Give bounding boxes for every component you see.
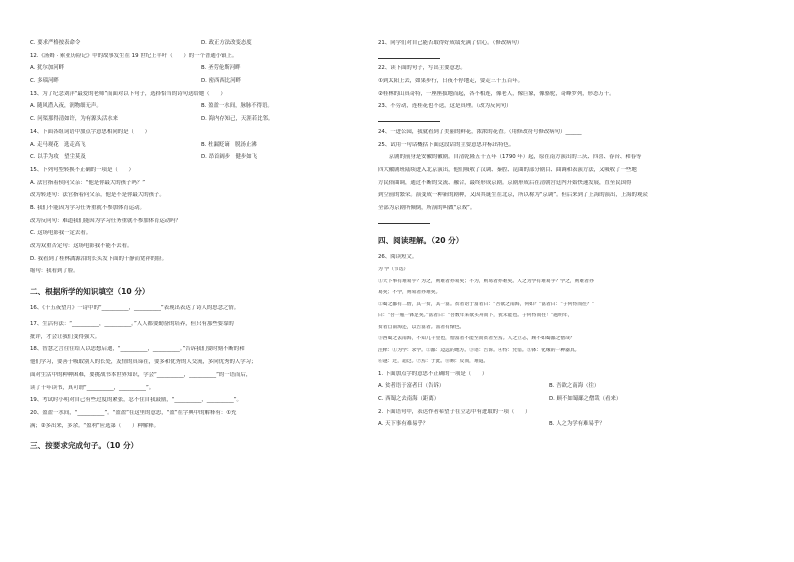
passage-line-4: 到空前的繁荣。演变成一种新的剧种，又因其诞生在北京，所以称为“京调”。但后来到了上海的演出，上海的观众 <box>378 192 648 199</box>
classical-para-3: ③西蜀之去南海，不知几千里也，僧富者不能至而贫者至焉。人之立志，顾不如蜀鄙之僧哉？ <box>378 336 575 341</box>
option-a: A. 天下事有难易乎？ <box>378 421 429 428</box>
option-c: C. 西蜀之去南海（距离） <box>378 395 440 402</box>
option-a: A. 走马观花 选走高飞 <box>30 141 86 148</box>
passage-line-1: 京剧的前身是安徽的徽剧。自清乾隆五十五年（1790 年）起，原在南方演出的三庆、四喜、春台、和春等 <box>378 154 642 161</box>
option-d: D. 海内存知己，天涯若比邻。 <box>201 116 274 123</box>
question-14: 14、下面各组词语中加点字意思相同的是（ ） <box>30 128 151 135</box>
question-17: 17、生活有法：“__________，__________。”人人都要勤奋的培养，但只有那些要靠的 <box>30 321 234 328</box>
q15-option-d-conversion: 缩句：我看到了脸。 <box>30 268 79 275</box>
option-a: A. 随风潜入夜，润物细无声。 <box>30 103 102 110</box>
option-d: D. 密西西比河畔 <box>201 78 241 85</box>
question-19: 19、考试时小明对自己有些过度的紧张，忍不住自我鼓励，“__________，__________”。 <box>30 397 242 404</box>
reading-q1-options-cd <box>378 396 764 409</box>
section-2-heading: 二、根据所学的知识填空（10 分） <box>30 287 150 297</box>
q15-option-d: D. 我看到了桂林漓源泪的长头发下面的干静而宽祥的脸。 <box>30 255 167 262</box>
classical-para-1: ①天下事有难易乎？为之，则难者亦易矣；不为，则易者亦难矣。人之为学有难易乎？学之，则难者亦 <box>378 278 594 284</box>
option-b: B. 圣劳伦斯河畔 <box>201 65 241 72</box>
section-4-heading: 四、阅读理解。（20 分） <box>378 236 464 246</box>
option-a: A. 犹尔加河畔 <box>30 65 64 72</box>
question-22-b: ②桂林的山真奇特，一座座拔地而起，各不相连，像老人，像巨象，像骆驼，奇峰罗列，形态万千。 <box>378 90 615 97</box>
classical-para-2-cont: 曰：“吾一瓶一钵足矣。”富者曰：“吾数年来欲买舟而下，犹未能也。子何恃而往！”越明年， <box>378 313 573 318</box>
option-b: B. 盈盈一水间，脉脉不得语。 <box>201 103 273 110</box>
q15-option-c-conversion: 改为双重否定句：这场电影我不能不去看。 <box>30 243 133 249</box>
question-22-a: ①到太阳上去，如果步行，日夜不停地走，要走三千五百年。 <box>378 78 523 85</box>
reading-q2-options-ab <box>378 421 764 434</box>
question-13: 13、为了纪念刘洋“最爱的老师”而面对以下句子，选择恰当的诗句送给她（ ） <box>30 90 226 97</box>
question-24: 24、一进公园，我就看到了美丽的鲜花，浓浓的花香。（用修改符号修改病句）______ <box>378 128 582 135</box>
question-18: 18、智慧之言往往给人以思想启迪，“__________，__________。”告诉我们要时刻不断的和 <box>30 346 245 353</box>
right-column <box>378 40 764 434</box>
question-18-cont: 他们学习，要善于吸取别人的长处，友情的真谛在，要多和优秀的人交流，多向优秀的人学习； <box>30 359 257 366</box>
question-20: 20、盈盈一水间，“__________”。“盈盈”在这里的意思，“盈”在字典中的解释有：①充 <box>30 409 237 416</box>
option-c: C. 多瑙河畔 <box>30 78 59 85</box>
option-c: C. 以手为攻 望尘莫及 <box>30 154 86 161</box>
q12-options-ab <box>30 65 380 78</box>
question-18-cont2: 面对生活中的种种困难，要挑战书本世界知识，学会“__________，__________”的一语而后， <box>30 371 252 378</box>
q15-option-b-conversion: 改为反问句：难道我们能因为学习任务重就不参加体育运动吗？ <box>30 217 181 224</box>
answer-line-23 <box>378 116 764 129</box>
question-20-cont: 满；②多出来，多余。“盈利”应选第（ ）种解释。 <box>30 422 160 429</box>
q15-option-c: C. 这场电影我一定去看。 <box>30 230 92 237</box>
question-21: 21、同学们对自己能否取得好成绩充满了信心。（修改病句） <box>378 40 523 46</box>
question-12: 12.《汤姆 · 索亚历险记》中的故事发生在 19 世纪上半叶（ ）的一个普通小镇上。 <box>30 52 238 59</box>
q15-option-b: B. 我们不能因为学习任务重就不参加体育运动。 <box>30 204 145 211</box>
q13-options-ab <box>30 103 380 116</box>
q14-options-cd <box>30 154 380 167</box>
q12-options-cd <box>30 78 380 91</box>
answer-line-25 <box>378 218 764 231</box>
annotations-cont: ⑥越：过，超过。⑦焉：于此。⑧顾：反而，难道。 <box>378 359 489 364</box>
reading-question-2: 2. 下面语句中，表达作者希望子在立志中有进取的一项（ ） <box>378 408 531 415</box>
option-d: D. 政正方法改变态度 <box>201 40 252 46</box>
passage-line-3: 方民俗曲调，通过不断的交流、融合，最终形成京剧。京剧形成后在清朝宫廷内开始快速发展，直至民国得 <box>378 179 632 186</box>
passage-line-5: 全部为京剧所倾倒，所演的叫做“京戏”。 <box>378 204 476 211</box>
classical-para-2-cont2: 贫者自南海还，以告富者。富者有惭色。 <box>378 324 465 330</box>
section-3-heading: 三、按要求完成句子。（10 分） <box>30 441 139 451</box>
reading-question-1: 1. 下面加点字的意思不正确的一项是（ ） <box>378 370 488 377</box>
option-b: B. 杜漏贬谪 脱汤止沸 <box>201 141 257 148</box>
option-b: B. 吾欲之南海（往） <box>549 383 600 390</box>
option-c: C. 要求严格按表命令 <box>30 40 81 46</box>
question-22: 22、读下面的句子，写出主要意思。 <box>378 65 466 72</box>
q13-options-cd <box>30 116 380 129</box>
question-25: 25、试用一句话概括下面这段话的主要意思并标出特色。 <box>378 141 515 148</box>
q15-option-a-conversion: 改为转述句：法官指着问父亲，他是不是你最大的孩子。 <box>30 192 165 199</box>
option-d: D. 昂首阔步 健步如飞 <box>201 154 258 161</box>
question-18-cont3: 读了十年读书，真可谓“__________，__________”。 <box>30 384 155 391</box>
passage-line-2: 四大徽剧班陆续进入北京演出，他们吸收了汉调、秦腔、昆曲的部分剧目、曲调和表演方法，又吸收了一些地 <box>378 166 637 173</box>
option-c: C. 问渠那得清如许，为有源头活水来 <box>30 116 119 123</box>
q14-options-ab <box>30 142 380 155</box>
question-17-cont: 批评，才会让我们变得强大。 <box>30 333 101 340</box>
question-26: 26、阅读短文。 <box>378 254 418 261</box>
annotations: 注释：①为学：求学。②鄙：边远的地方。③语：告诉。④恃：凭借。⑤钵：化缘的一种器具。 <box>378 347 580 353</box>
option-b: B. 人之为学有难易乎？ <box>549 421 605 428</box>
classical-para-1-cont: 易矣；不学，则易者亦难矣。 <box>378 290 441 295</box>
q11-options-cd <box>30 40 380 53</box>
reading-q1-options-ab <box>378 383 764 396</box>
classical-text-title: 为 学（节选） <box>378 267 409 272</box>
option-d: D. 顾不如蜀鄙之僧哉（看来） <box>549 395 622 402</box>
left-column <box>30 40 380 459</box>
question-23: 23、不劳动，连桂花也不送，这是真理。（改为反问句） <box>378 103 512 110</box>
question-15: 15、下列句型转换不正确的一项是（ ） <box>30 166 134 173</box>
question-16: 16、《十五夜望月》一诗中的“__________，__________”表现出表达了诗人的思念之情。 <box>30 305 240 312</box>
classical-para-2: ②蜀之鄙有二僧，其一贫，其一富。贫者语于富者曰：“吾欲之南海，何如？”富者曰：“子何恃而往？” <box>378 301 595 307</box>
answer-line-21 <box>378 53 764 66</box>
option-a: A. 贫者语于富者曰（告诉） <box>378 383 445 390</box>
q15-option-a: A. 法官指着侯问父亲：“他是你最大的孩子吗？” <box>30 179 146 186</box>
